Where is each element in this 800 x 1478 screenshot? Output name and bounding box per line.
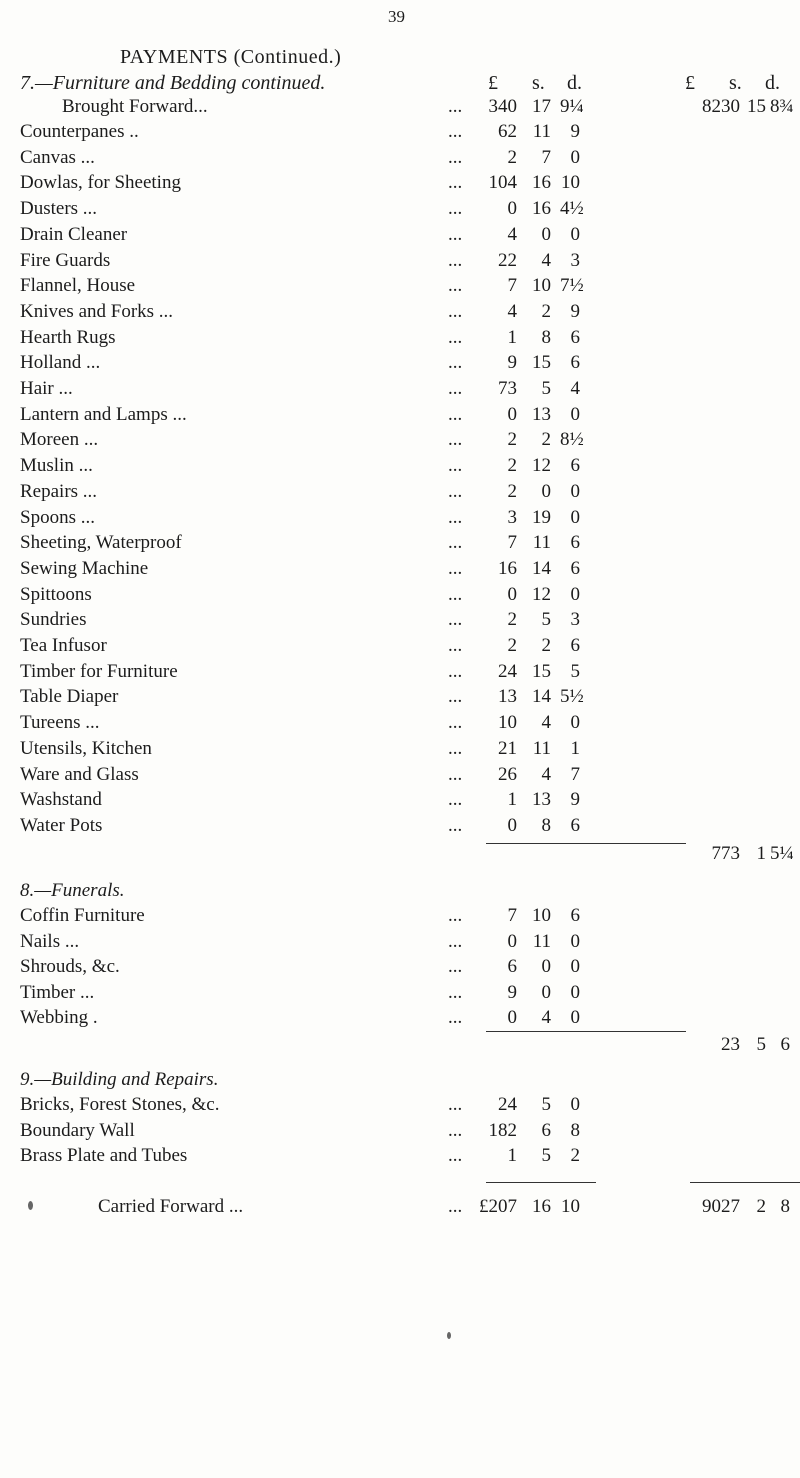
item-pence: 0 [570,583,580,605]
item-shillings: 11 [532,532,551,554]
item-label: Holland ... [20,352,101,374]
brought-forward-total-shillings: 15 [747,96,766,117]
leader-dots: ... [448,532,463,554]
item-pounds: 9 [507,981,517,1003]
ledger-row [0,661,800,687]
item-pence: 4½ [560,198,584,220]
item-pence: 1 [570,737,580,759]
item-pounds: 2 [507,455,517,477]
item-pence: 6 [570,635,580,656]
item-pence: 7 [570,763,580,785]
leader-dots: ... [448,275,463,297]
item-pounds: 2 [507,429,517,451]
leader-dots: ... [448,403,463,425]
item-pounds: 3 [507,506,517,528]
item-pounds: 9 [507,352,517,374]
item-pounds: 2 [507,609,517,631]
carried-forward-shillings: 16 [532,1196,551,1217]
item-shillings: 5 [541,1094,551,1115]
item-pence: 5 [570,660,580,682]
ledger-row [0,198,800,224]
item-label: Nails ... [20,930,80,952]
item-pence: 0 [570,1007,580,1028]
carried-forward-row [0,1196,800,1222]
ledger-row [0,275,800,301]
leader-dots: ... [448,660,463,682]
section-8-total-row [0,1034,800,1060]
leader-dots: ... [448,930,463,952]
item-pence: 9 [570,121,580,142]
ledger-row [0,507,800,533]
item-pence: 0 [570,712,580,734]
item-shillings: 4 [541,712,551,734]
ledger-row [0,905,800,931]
carried-forward-label: Carried Forward ... [98,1196,244,1217]
section-8-total-pence: 6 [780,1034,790,1055]
leader-dots: ... [448,737,463,759]
leader-dots: ... [448,905,463,926]
item-shillings: 4 [541,1007,551,1028]
item-label: Canvas ... [20,146,95,168]
carried-forward-total-pounds: 9027 [702,1196,740,1217]
item-pence: 6 [570,352,580,374]
item-pence: 0 [570,1094,580,1115]
item-label: Water Pots [20,814,103,836]
item-pence: 6 [570,814,580,836]
item-pounds: 1 [507,1145,517,1166]
item-label: Shrouds, &c. [20,956,120,977]
item-label: Drain Cleaner [20,223,128,245]
item-pounds: 16 [498,557,517,579]
item-label: Dusters ... [20,198,98,220]
leader-dots: ... [448,763,463,785]
section-7-total-row [0,843,800,869]
page-number: 39 [388,7,405,26]
item-shillings: 15 [532,352,551,374]
item-pounds: 0 [507,403,517,425]
col-pounds2-header: £ [685,72,695,94]
item-pounds: 0 [507,814,517,836]
carried-forward-leader: ... [448,1196,463,1217]
ledger-row [0,352,800,378]
item-pence: 0 [570,480,580,502]
brought-forward-shillings: 17 [532,96,551,117]
item-label: Brass Plate and Tubes [20,1145,188,1166]
item-pounds: 0 [507,583,517,605]
ledger-row [0,404,800,430]
item-pounds: 24 [498,660,517,682]
item-shillings: 13 [532,403,551,425]
item-shillings: 0 [541,956,551,977]
item-pounds: 26 [498,763,517,785]
item-label: Spoons ... [20,506,95,528]
item-shillings: 10 [532,275,551,297]
item-pence: 6 [570,557,580,579]
item-label: Utensils, Kitchen [20,737,152,759]
item-shillings: 14 [532,686,551,708]
leader-dots: ... [448,172,463,194]
leader-dots: ... [448,635,463,656]
col-shillings2-header: s. [729,72,742,94]
item-label: Lantern and Lamps ... [20,403,187,425]
item-label: Tureens ... [20,712,100,734]
item-pounds: 104 [488,172,517,194]
col-pence-header: d. [567,72,582,94]
brought-forward-total-pence: 8¾ [770,96,794,117]
ledger-row [0,789,800,815]
leader-dots: ... [448,326,463,348]
item-label: Washstand [20,789,102,811]
leader-dots: ... [448,712,463,734]
item-pounds: 21 [498,737,517,759]
item-label: Flannel, House [20,275,136,297]
section-8-total-shillings: 5 [756,1034,766,1055]
brought-forward-leader: ... [448,96,463,117]
item-pounds: 7 [507,532,517,554]
item-pounds: 4 [507,223,517,245]
item-label: Ware and Glass [20,763,139,785]
carried-forward-total-pence: 8 [780,1196,790,1217]
item-label: Hair ... [20,378,73,399]
item-label: Spittoons [20,583,92,605]
item-shillings: 0 [541,981,551,1003]
leader-dots: ... [448,1007,463,1028]
ledger-row [0,764,800,790]
leader-dots: ... [448,352,463,374]
item-pence: 8 [570,1119,580,1141]
item-pence: 0 [570,223,580,245]
leader-dots: ... [448,378,463,399]
item-label: Hearth Rugs [20,326,116,348]
ledger-row [0,558,800,584]
ledger-row [0,712,800,738]
item-pence: 6 [570,905,580,926]
col-pounds-header: £ [488,72,498,94]
leader-dots: ... [448,300,463,322]
item-pence: 7½ [560,275,584,297]
carried-rule-a [486,1182,596,1183]
item-pence: 3 [570,609,580,631]
leader-dots: ... [448,429,463,451]
leader-dots: ... [448,956,463,977]
item-shillings: 11 [532,737,551,759]
leader-dots: ... [448,455,463,477]
carried-rule-b [690,1182,800,1183]
item-pounds: 73 [498,378,517,399]
item-pence: 8½ [560,429,584,451]
item-label: Counterpanes .. [20,121,139,142]
item-label: Repairs ... [20,480,98,502]
ledger-row [0,121,800,147]
ledger-row [0,635,800,661]
leader-dots: ... [448,814,463,836]
brought-forward-label: Brought Forward... [62,96,208,117]
ledger-row [0,686,800,712]
item-pounds: 2 [507,146,517,168]
item-label: Moreen ... [20,429,99,451]
section-8-heading: 8.—Funerals. [20,880,125,901]
item-pence: 0 [570,930,580,952]
ledger-row [0,1145,800,1171]
item-pounds: 0 [507,198,517,220]
item-shillings: 0 [541,480,551,502]
ledger-row [0,815,800,841]
item-pounds: 7 [507,905,517,926]
item-shillings: 12 [532,583,551,605]
item-shillings: 4 [541,763,551,785]
leader-dots: ... [448,1119,463,1141]
item-label: Sundries [20,609,87,631]
item-pence: 9 [570,300,580,322]
subtotal-8-rule [486,1031,686,1032]
item-pence: 2 [570,1145,580,1166]
item-pence: 0 [570,956,580,977]
item-pence: 6 [570,326,580,348]
item-label: Webbing . [20,1007,98,1028]
leader-dots: ... [448,249,463,271]
item-shillings: 16 [532,172,551,194]
leader-dots: ... [448,1094,463,1115]
item-pounds: 7 [507,275,517,297]
item-label: Sewing Machine [20,557,149,579]
ledger-row [0,1007,800,1033]
item-shillings: 5 [541,609,551,631]
item-shillings: 8 [541,326,551,348]
item-shillings: 14 [532,557,551,579]
ledger-row [0,301,800,327]
section-7-total-shillings: 1 [756,843,766,864]
item-pounds: 0 [507,1007,517,1028]
item-pence: 6 [570,455,580,477]
item-label: Fire Guards [20,249,111,271]
item-pounds: 10 [498,712,517,734]
item-pounds: 1 [507,789,517,811]
ledger-row [0,429,800,455]
ledger-row [0,982,800,1008]
item-shillings: 16 [532,198,551,220]
item-pence: 0 [570,403,580,425]
item-pence: 0 [570,506,580,528]
item-shillings: 4 [541,249,551,271]
ink-speck [28,1201,33,1210]
brought-forward-pence: 9¼ [560,96,584,117]
item-shillings: 10 [532,905,551,926]
leader-dots: ... [448,1145,463,1166]
leader-dots: ... [448,686,463,708]
leader-dots: ... [448,121,463,142]
leader-dots: ... [448,198,463,220]
item-pounds: 4 [507,300,517,322]
item-pence: 4 [570,378,580,399]
item-pounds: 2 [507,480,517,502]
item-pounds: 182 [488,1119,517,1141]
ledger-row [0,224,800,250]
brought-forward-pounds: 340 [488,96,517,117]
item-pence: 6 [570,532,580,554]
item-label: Coffin Furniture [20,905,145,926]
item-shillings: 13 [532,789,551,811]
carried-forward-total-shillings: 2 [756,1196,766,1217]
item-label: Bricks, Forest Stones, &c. [20,1094,220,1115]
ledger-row [0,1120,800,1146]
leader-dots: ... [448,583,463,605]
col-pence2-header: d. [765,72,780,94]
section-8-total-pounds: 23 [721,1034,740,1055]
item-shillings: 2 [541,635,551,656]
page-title: PAYMENTS (Continued.) [120,46,342,68]
item-pounds: 6 [507,956,517,977]
item-shillings: 0 [541,223,551,245]
ledger-row [0,956,800,982]
item-pounds: 1 [507,326,517,348]
item-pence: 5½ [560,686,584,708]
ledger-row [0,609,800,635]
ink-speck [447,1332,451,1339]
item-label: Sheeting, Waterproof [20,532,182,554]
item-shillings: 15 [532,660,551,682]
ledger-row [0,532,800,558]
leader-dots: ... [448,223,463,245]
item-shillings: 2 [541,300,551,322]
item-pence: 9 [570,789,580,811]
item-pence: 0 [570,981,580,1003]
section-7-total-pence: 5¼ [770,843,794,864]
ledger-row [0,455,800,481]
item-pounds: 0 [507,930,517,952]
item-pence: 10 [561,172,580,194]
item-shillings: 11 [532,930,551,952]
item-shillings: 19 [532,506,551,528]
ledger-row [0,1094,800,1120]
item-shillings: 5 [541,378,551,399]
col-shillings-header: s. [532,72,545,94]
item-label: Muslin ... [20,455,93,477]
item-pence: 3 [570,249,580,271]
ledger-row [0,584,800,610]
item-label: Table Diaper [20,686,119,708]
item-label: Tea Infusor [20,635,107,656]
ledger-row [0,931,800,957]
item-pounds: 22 [498,249,517,271]
item-shillings: 7 [541,146,551,168]
item-label: Boundary Wall [20,1119,135,1141]
leader-dots: ... [448,480,463,502]
carried-forward-pounds: £207 [479,1196,517,1217]
item-label: Timber ... [20,981,95,1003]
item-pence: 0 [570,146,580,168]
section-9-heading: 9.—Building and Repairs. [20,1069,219,1090]
section-7-total-pounds: 773 [711,843,740,864]
item-shillings: 8 [541,814,551,836]
item-pounds: 62 [498,121,517,142]
ledger-row [0,738,800,764]
ledger-row [0,147,800,173]
ledger-row [0,250,800,276]
item-shillings: 6 [541,1119,551,1141]
carried-forward-pence: 10 [561,1196,580,1217]
ledger-row [0,378,800,404]
leader-dots: ... [448,506,463,528]
leader-dots: ... [448,146,463,168]
section-7-heading: 7.—Furniture and Bedding continued. [20,72,326,94]
ledger-row [0,172,800,198]
leader-dots: ... [448,981,463,1003]
leader-dots: ... [448,557,463,579]
item-label: Knives and Forks ... [20,300,174,322]
ledger-row [0,327,800,353]
item-label: Timber for Furniture [20,660,178,682]
item-shillings: 2 [541,429,551,451]
leader-dots: ... [448,609,463,631]
ledger-row [0,481,800,507]
item-shillings: 12 [532,455,551,477]
leader-dots: ... [448,789,463,811]
brought-forward-row [0,96,800,122]
brought-forward-total-pounds: 8230 [702,96,740,117]
item-shillings: 5 [541,1145,551,1166]
item-label: Dowlas, for Sheeting [20,172,181,194]
item-pounds: 13 [498,686,517,708]
item-pounds: 24 [498,1094,517,1115]
item-shillings: 11 [532,121,551,142]
item-pounds: 2 [507,635,517,656]
